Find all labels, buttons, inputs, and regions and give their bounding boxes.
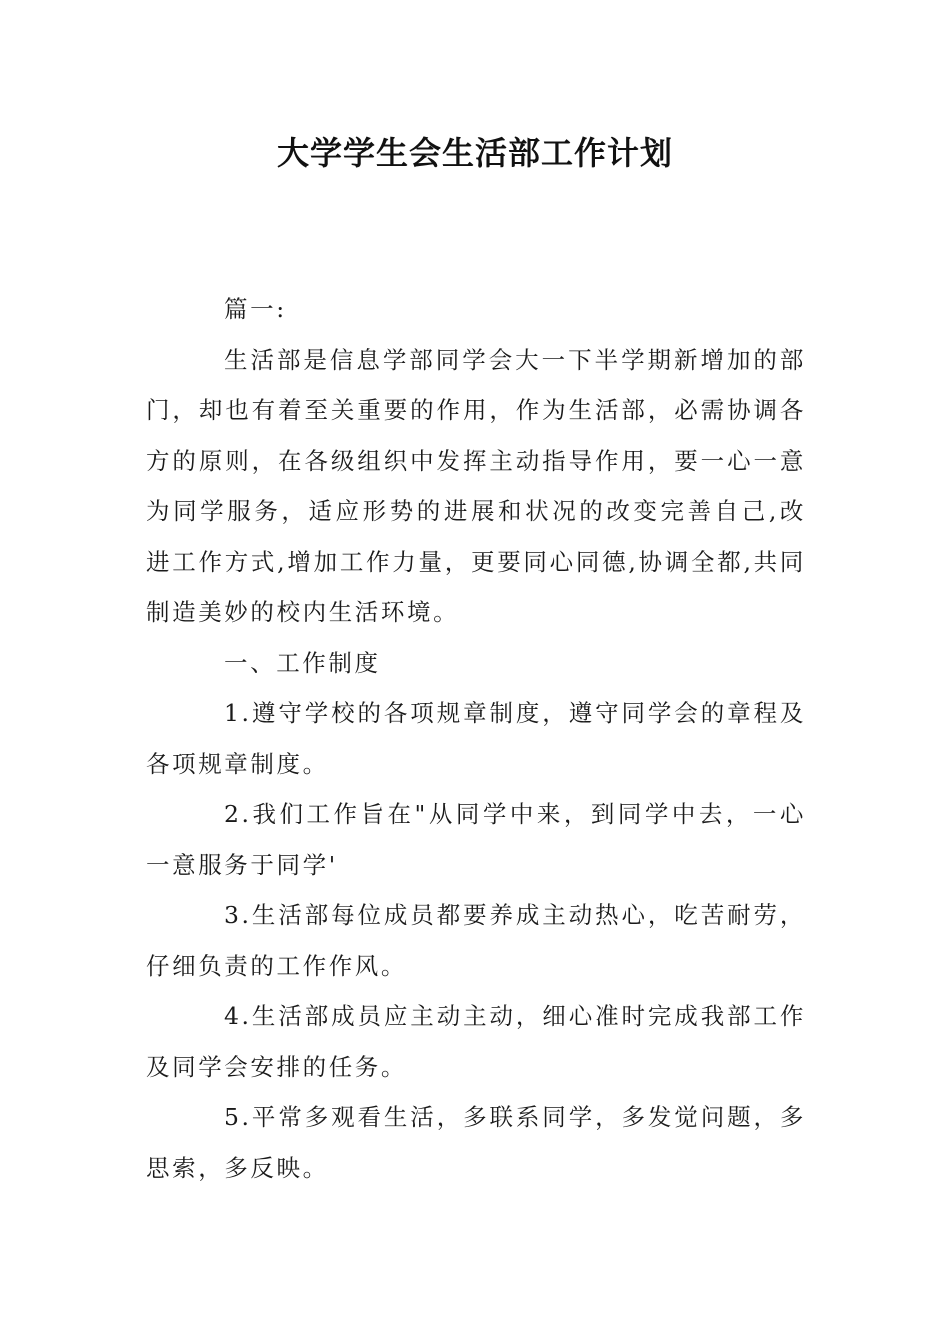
document-body: [146, 284, 806, 1193]
section-heading-part-one: 篇一:: [224, 295, 287, 323]
section-heading-work-rules: 一、工作制度: [224, 648, 381, 677]
document-title: 大学学生会生活部工作计划: [276, 134, 673, 172]
rule-item-5: 5.平常多观看生活，多联系同学，多发觉问题，多思索，多反映。: [146, 1103, 806, 1182]
rule-item-4: 4.生活部成员应主动主动，细心准时完成我部工作及同学会安排的任务。: [146, 1002, 806, 1081]
rule-item-1: 1.遵守学校的各项规章制度，遵守同学会的章程及各项规章制度。: [146, 699, 806, 778]
intro-paragraph: 生活部是信息学部同学会大一下半学期新增加的部门，却也有着至关重要的作用，作为生活部，必需协调各方的原则，在各级组织中发挥主动指导作用，要一心一意为同学服务，适应形势的进展和状况的改变完善自己,改进工作方式,增加工作力量，更要同心同德,协调全都,共同制造美妙的校内生活环境。: [146, 345, 806, 626]
rule-item-3: 3.生活部每位成员都要养成主动热心，吃苦耐劳，仔细负责的工作作风。: [146, 901, 806, 980]
rule-item-2: 2.我们工作旨在"从同学中来，到同学中去，一心一意服务于同学': [146, 800, 806, 879]
